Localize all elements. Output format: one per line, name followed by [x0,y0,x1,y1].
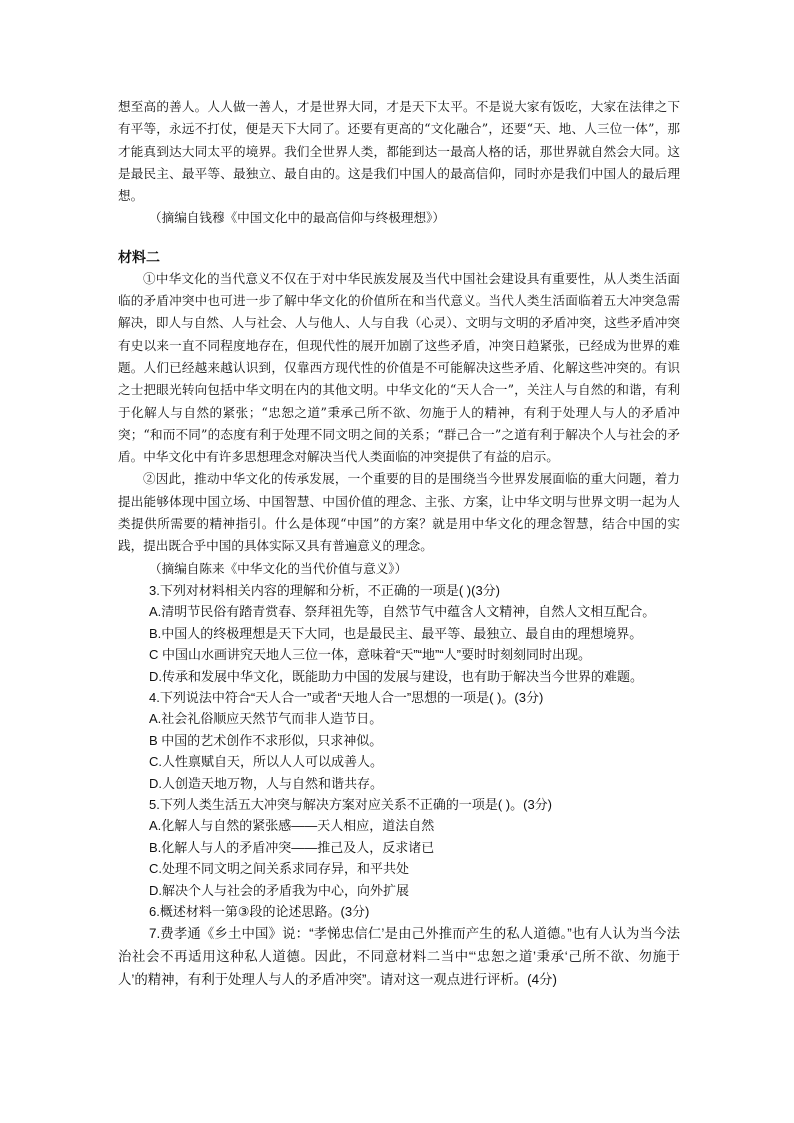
material-two-heading: 材料二 [118,248,160,265]
question-3-option-b: B.中国人的终极理想是天下大同，也是最民主、最平等、最独立、最自由的理想境界。 [149,625,643,641]
question-5-option-d: D.解决个人与社会的矛盾我为中心，向外扩展 [149,882,410,898]
question-7-stem: 7.费孝通《乡土中国》说：“孝悌忠信仁’是由己外推而产生的私人道德。”也有人认为当今法治社会不再适用这种私人道德。因此，不同意材料二当中“‘忠恕之道’秉承‘己所不欲、勿施于人’的精神，有利于处理人与人的矛盾冲突”。请对这一观点进行评析。(4分) [118,926,680,988]
question-5 [118,794,680,901]
question-4-option-b: B 中国的艺术创作不求形似，只求神似。 [149,732,383,748]
question-4-stem: 4.下列说法中符合“天人合一”或者“天地人合一”思想的一项是( )。(3分) [149,689,544,705]
question-3-option-d: D.传承和发展中华文化，既能助力中国的发展与建设，也有助于解决当今世界的难题。 [149,668,644,684]
question-4 [118,687,680,794]
material-two-paragraph-2: ②因此，推动中华文化的传承发展，一个重要的目的是围绕当今世界发展面临的重大问题，着力提出能够体现中国立场、中国智慧、中国价值的理念、主张、方案，让中华文明与世界文明一起为人类提供所需要的精神指引。什么是体现“中国”的方案？就是用中华文化的理念智慧，结合中国的实践，提出既合乎中国的具体实际又具有普遍意义的理念。 [118,471,680,554]
question-5-option-c: C.处理不同文明之间关系求同存异，和平共处 [149,861,410,877]
question-3-option-c: C 中国山水画讲究天地人三位一体，意味着“天”“地”“人”要时时刻刻同时出现。 [149,647,591,663]
intro-source: （摘编自钱穆《中国文化中的最高信仰与终极理想》） [149,210,445,226]
exam-page [118,96,680,991]
question-5-stem: 5.下列人类生活五大冲突与解决方案对应关系不正确的一项是( )。(3分) [149,797,553,812]
question-5-option-a: A.化解人与自然的紧张感——天人相应，道法自然 [149,818,435,834]
question-4-option-a: A.社会礼俗顺应天然节气而非人造节日。 [149,711,383,727]
question-3-stem: 3.下列对材料相关内容的理解和分析，不正确的一项是( )(3分) [149,582,501,598]
question-6-stem: 6.概述材料一第③段的论述思路。(3分) [149,904,370,920]
question-4-option-d: D.人创造天地万物，人与自然和谐共存。 [149,775,384,791]
question-5-option-b: B.化解人与人的矛盾冲突——推己及人，反求诸已 [149,839,435,855]
intro-paragraph: 想至高的善人。人人做一善人，才是世界大同，才是天下太平。不是说大家有饭吃，大家在法律之下有平等，永远不打仗，便是天下大同了。还要有更高的“文化融合”，还要“天、地、人三位一体”，那才能真到达大同太平的境界。我们全世界人类，都能到达一最高人格的话，那世界就自然会大同。这是最民主、最平等、最独立、最自由的。这是我们中国人的最高信仰，同时亦是我们中国人的最后理想。 [118,99,680,204]
question-3-option-a: A.清明节民俗有踏青赏春、祭拜祖先等，自然节气中蕴含人文精神，自然人文相互配合。 [149,604,656,620]
question-4-option-c: C.人性禀赋自天，所以人人可以成善人。 [149,754,384,770]
material-two-paragraph-1: ①中华文化的当代意义不仅在于对中华民族发展及当代中国社会建设具有重要性，从人类生活面临的矛盾冲突中也可进一步了解中华文化的价值所在和当代意义。当代人类生活面临着五大冲突急需解决，即人与自然、人与社会、人与他人、人与自我（心灵）、文明与文明的矛盾冲突，这些矛盾冲突有史以来一直不同程度地存在，但现代性的展开加剧了这些矛盾，冲突日趋紧张，已经成为世界的难题。人们已经越来越认识到，仅靠西方现代性的价值是不可能解决这些矛盾、化解这些冲突的。有识之士把眼光转向包括中华文明在内的其他文明。中华文化的“天人合一”，关注人与自然的和谐，有利于化解人与自然的紧张；“忠恕之道”秉承己所不欲、勿施于人的精神，有利于处理人与人的矛盾冲突；“和而不同”的态度有利于处理不同文明之间的关系；“群己合一”之道有利于解决个人与社会的矛盾。中华文化中有许多思想理念对解决当代人类面临的冲突提供了有益的启示。 [118,270,680,465]
material-two-source: （摘编自陈来《中华文化的当代价值与意义》） [149,560,408,576]
question-3 [118,580,680,687]
